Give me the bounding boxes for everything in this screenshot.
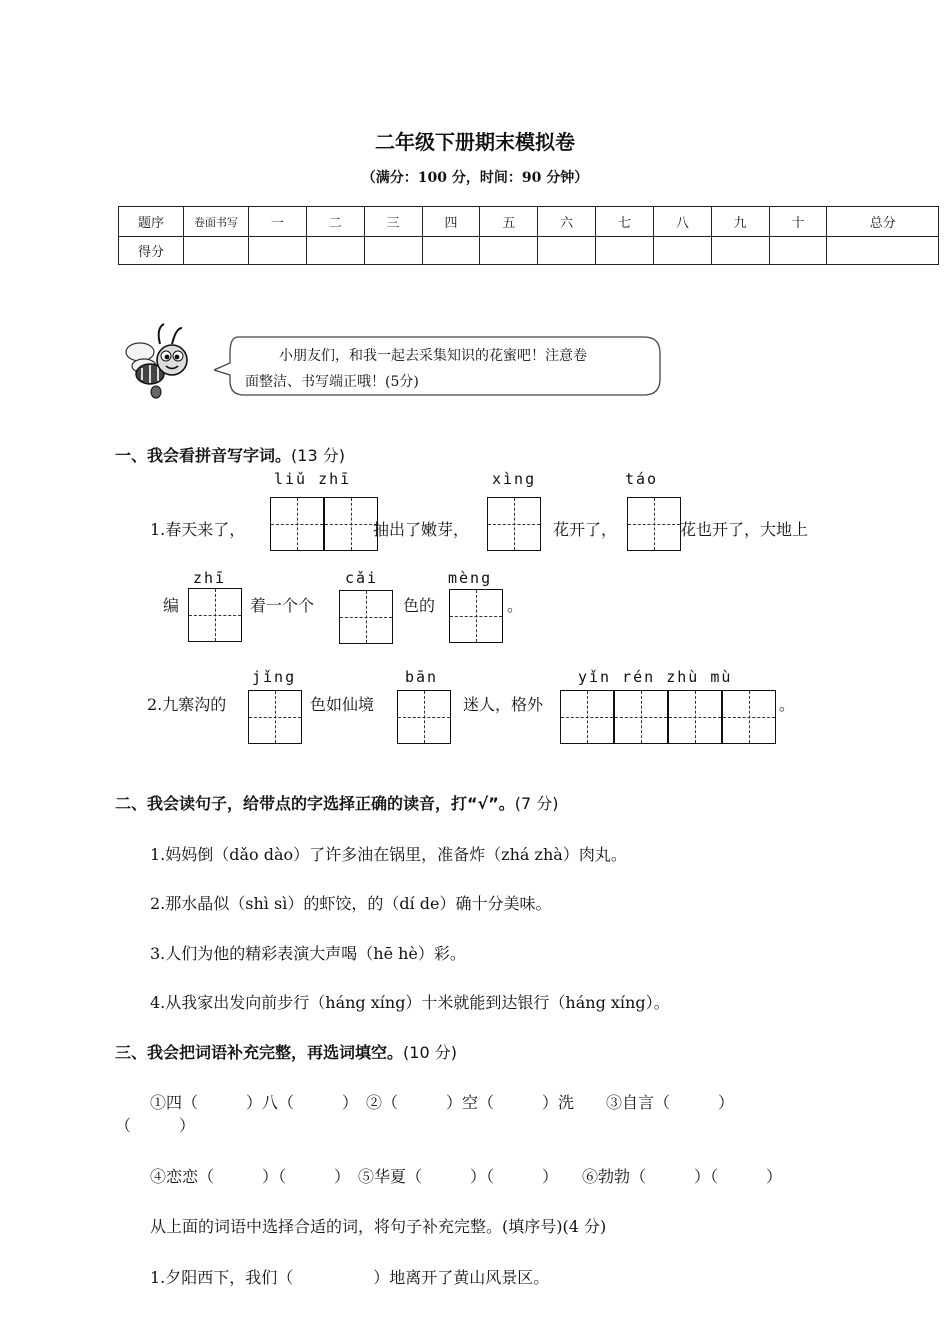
pinyin-label: zhī [193,569,227,587]
page-title: 二年级下册期末模拟卷 [375,130,575,154]
score-table-score-row [119,237,939,265]
question-text: 编 [163,596,180,615]
score-cell[interactable] [827,237,939,265]
section-1-heading [115,443,345,466]
table-cell: 题序 [119,207,184,237]
table-cell: 卷面书写 [184,207,249,237]
pinyin-label: cǎi [345,569,379,587]
score-table [118,206,939,265]
score-cell[interactable] [653,237,711,265]
fill-blank-row: ④恋恋（ ）（ ） ⑤华夏（ ）（ ） ⑥勃勃（ ）（ ） [150,1167,783,1186]
table-cell: 二 [306,207,364,237]
score-cell[interactable] [538,237,596,265]
pinyin-label: yǐn rén zhù mù [578,668,733,686]
score-cell[interactable] [711,237,769,265]
question-text: 色的 [403,596,436,615]
table-cell: 得分 [119,237,184,265]
pinyin-label: mèng [448,569,493,587]
table-cell: 六 [538,207,596,237]
score-table-header-row [119,207,939,237]
instruction-text: 从上面的词语中选择合适的词，将句子补充完整。(填序号)(4 分) [150,1217,607,1236]
writing-grid-box[interactable] [324,497,378,551]
pinyin-label: xìng [492,470,537,488]
question-text: 着一个个 [250,596,315,615]
score-cell[interactable] [249,237,307,265]
writing-grid-box[interactable] [339,590,393,644]
page-subtitle: （满分：100 分，时间：90 分钟） [361,170,589,186]
score-cell[interactable] [364,237,422,265]
section-points: (7 分) [514,794,559,813]
table-cell: 七 [596,207,654,237]
question-item: 1.夕阳西下，我们（ ）地离开了黄山风景区。 [150,1268,550,1287]
pinyin-label: táo [625,470,659,488]
bubble-line: 面整洁、书写端正哦！(5分) [245,374,419,390]
pinyin-label: jǐng [252,668,297,686]
writing-grid-box[interactable] [270,497,324,551]
writing-grid-box[interactable] [397,690,451,744]
question-item: 1.妈妈倒（dǎo dào）了许多油在锅里，准备炸（zhá zhà）肉丸。 [150,845,627,864]
question-text: 花开了， [553,520,618,539]
writing-grid-box[interactable] [668,690,722,744]
question-text: 抽出了嫩芽， [373,520,470,539]
section-3-heading [115,1040,457,1063]
bee-mascot-icon [120,322,200,402]
section-2-heading [115,791,558,814]
score-cell[interactable] [596,237,654,265]
question-text: 2.九寨沟的 [147,695,227,714]
writing-grid-box[interactable] [188,588,242,642]
question-text: 。 [779,695,796,714]
table-cell: 八 [653,207,711,237]
section-title: 二、我会读句子，给带点的字选择正确的读音，打“√”。 [115,794,515,813]
writing-grid-box[interactable] [248,690,302,744]
table-cell: 总分 [827,207,939,237]
writing-grid-box[interactable] [487,497,541,551]
pinyin-label: bān [405,668,439,686]
table-cell: 一 [249,207,307,237]
table-cell: 四 [422,207,480,237]
question-text: 迷人，格外 [463,695,544,714]
section-points: (13 分) [291,446,345,465]
table-cell: 三 [364,207,422,237]
bubble-text [245,343,655,395]
question-text: 色如仙境 [310,695,375,714]
writing-grid-box[interactable] [722,690,776,744]
pinyin-label: liǔ zhī [274,470,352,488]
score-cell[interactable] [769,237,827,265]
table-cell: 十 [769,207,827,237]
section-points: (10 分) [403,1043,457,1062]
question-item: 4.从我家出发向前步行（háng xíng）十米就能到达银行（háng xíng）。 [150,993,670,1012]
writing-grid-box[interactable] [449,589,503,643]
writing-grid-box[interactable] [614,690,668,744]
section-title: 三、我会把词语补充完整，再选词填空。 [115,1043,404,1062]
score-cell[interactable] [306,237,364,265]
section-title: 一、我会看拼音写字词。 [115,446,292,465]
table-cell: 九 [711,207,769,237]
writing-grid-box[interactable] [627,497,681,551]
fill-blank-row: ①四（ ）八（ ） ②（ ）空（ ）洗 ③自言（ ） [150,1093,735,1112]
question-text: 花也开了，大地上 [680,520,809,539]
score-cell[interactable] [184,237,249,265]
question-item: 2.那水晶似（shì sì）的虾饺，的（dí de）确十分美味。 [150,894,552,913]
fill-blank-row: （ ） [115,1116,196,1135]
question-item: 3.人们为他的精彩表演大声喝（hē hè）彩。 [150,944,466,963]
score-cell[interactable] [480,237,538,265]
score-cell[interactable] [422,237,480,265]
question-text: 。 [507,596,524,615]
question-text: 1.春天来了， [150,520,246,539]
table-cell: 五 [480,207,538,237]
writing-grid-box[interactable] [560,690,614,744]
bubble-line: 小朋友们，和我一起去采集知识的花蜜吧！注意卷 [279,348,587,364]
